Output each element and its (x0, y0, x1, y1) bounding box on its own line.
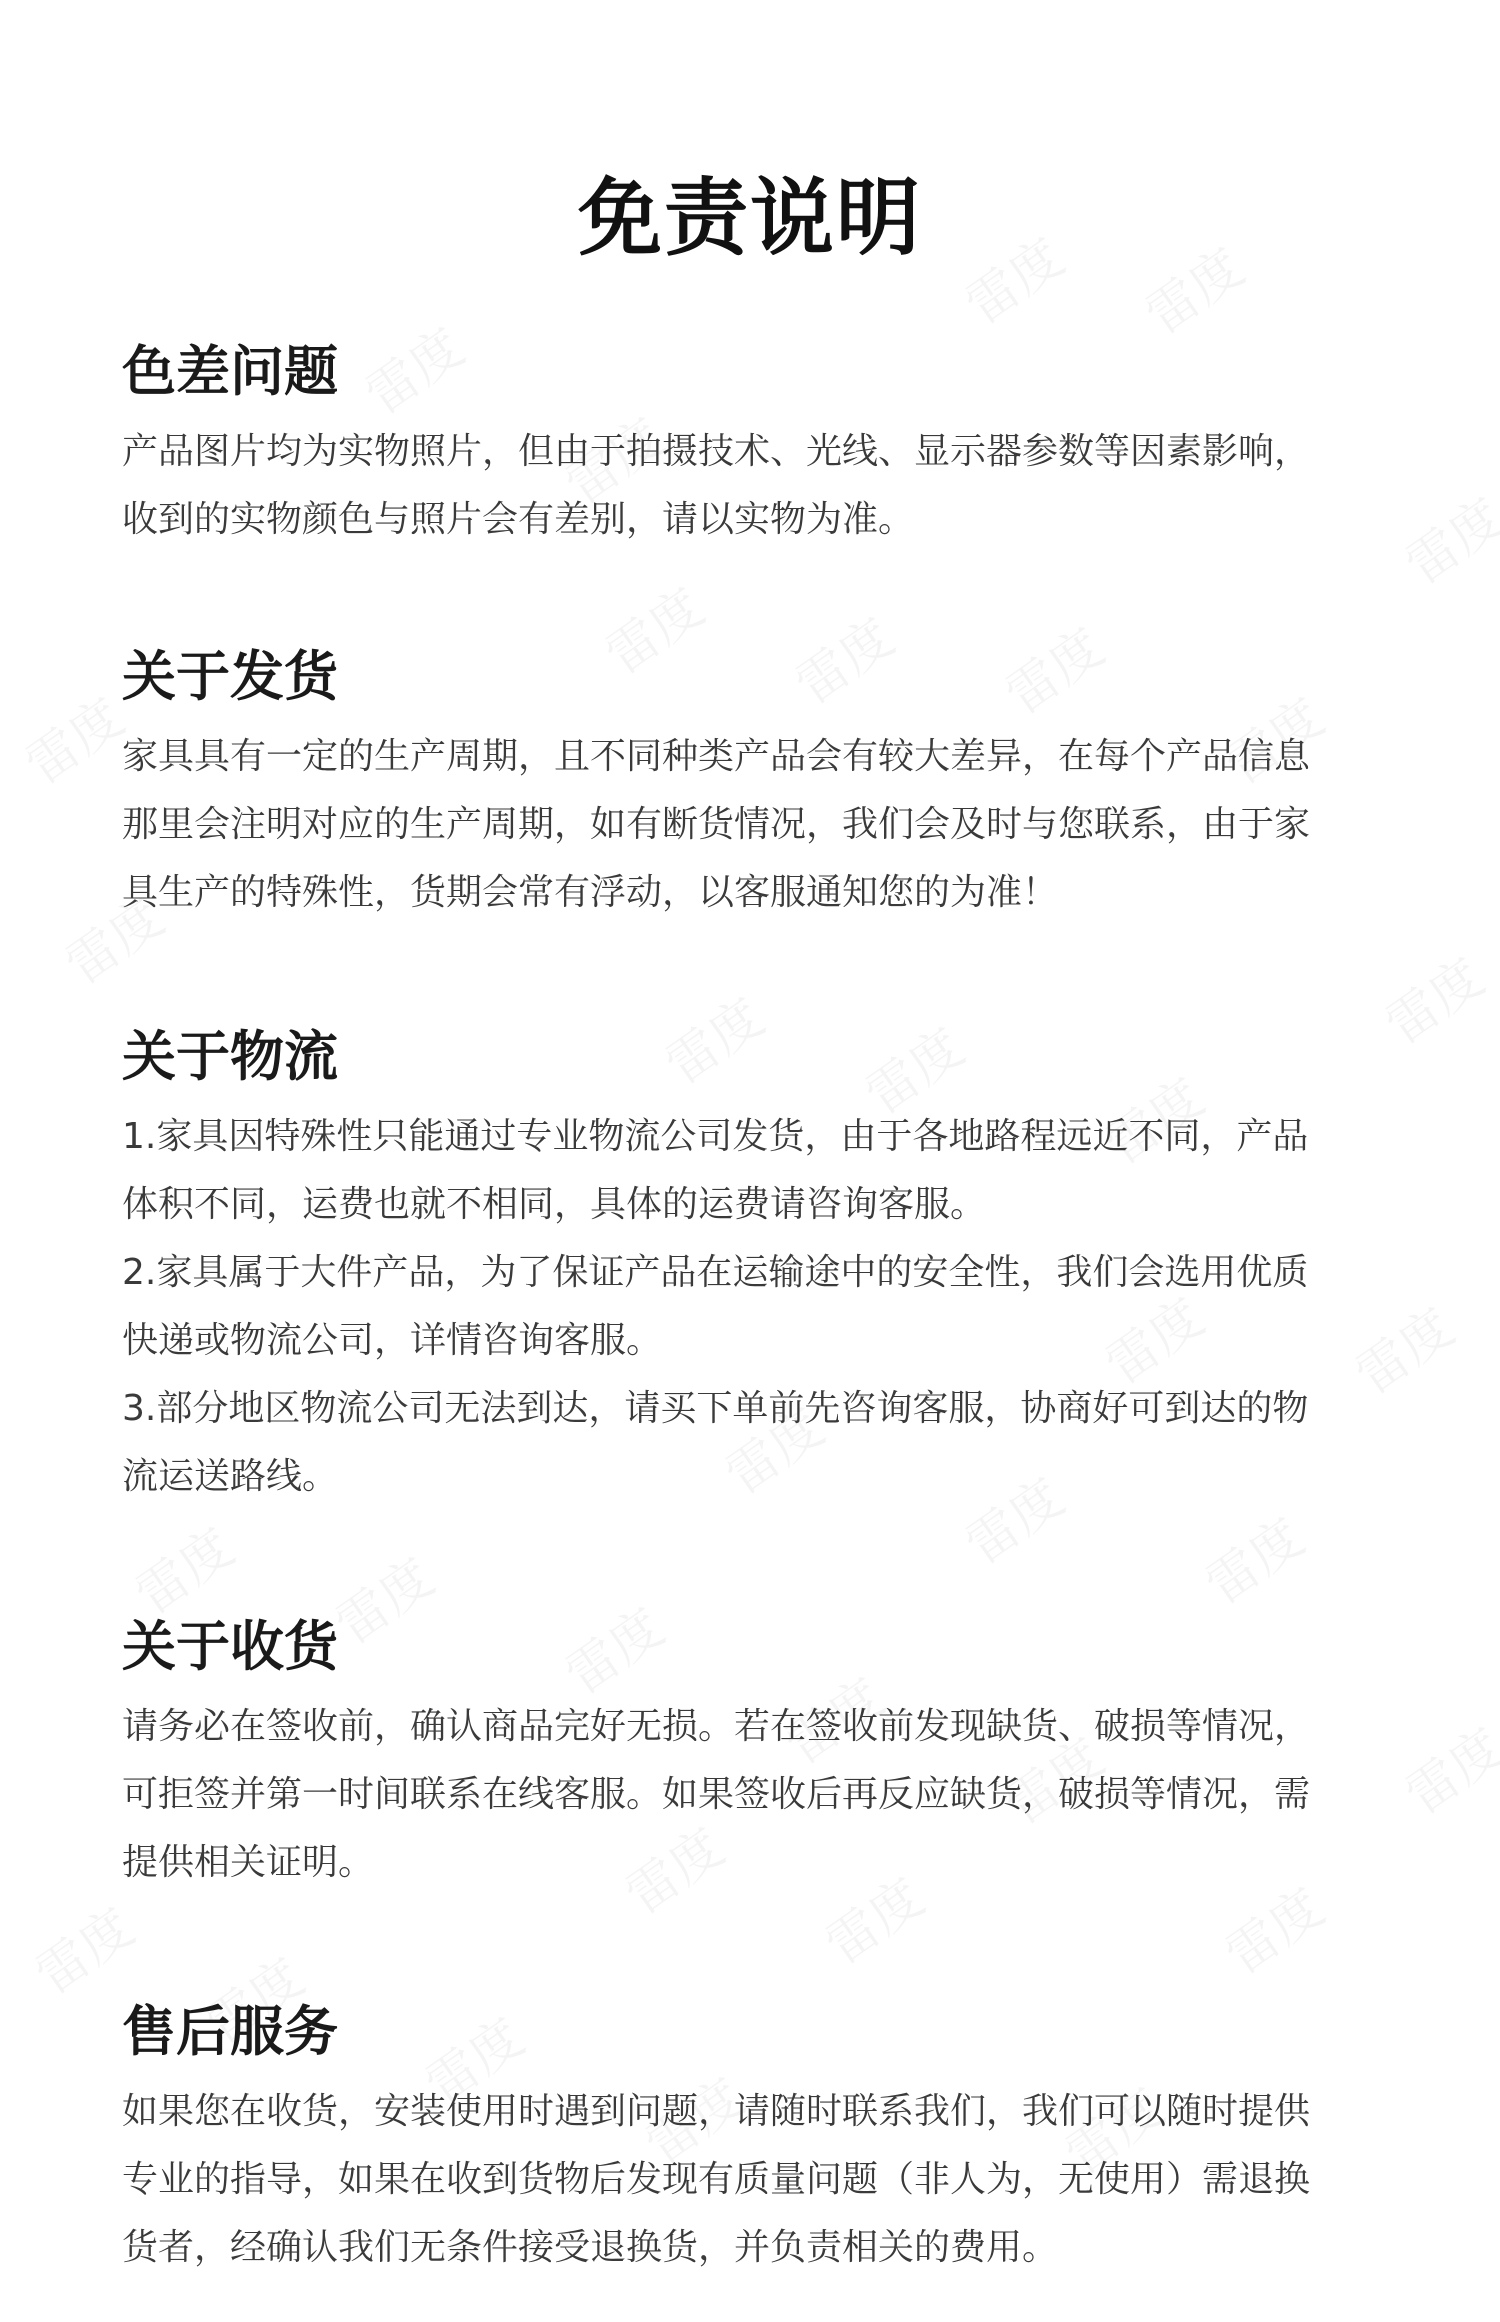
body-line: 收到的实物颜色与照片会有差别，请以实物为准。 (122, 499, 915, 540)
page-title: 免责说明 (577, 169, 922, 268)
body-line: 那里会注明对应的生产周期，如有断货情况，我们会及时与您联系，由于家 (122, 804, 1311, 845)
section-receiving (122, 1615, 1382, 1897)
body-line: 体积不同，运费也就不相同，具体的运费请咨询客服。 (122, 1184, 987, 1225)
section-heading: 售后服务 (122, 2000, 338, 2063)
watermark (1388, 477, 1500, 598)
watermark (118, 1507, 246, 1628)
section-heading: 关于发货 (122, 645, 338, 708)
section-body (122, 723, 1382, 927)
section-body (122, 418, 1382, 554)
body-line: 1.家具因特殊性只能通过专业物流公司发货，由于各地路程远近不同，产品 (122, 1116, 1309, 1157)
body-line: 货者，经确认我们无条件接受退换货，并负责相关的费用。 (122, 2227, 1059, 2268)
watermark (1188, 1497, 1316, 1618)
section-shipping (122, 645, 1382, 927)
watermark (8, 677, 136, 798)
body-line: 2.家具属于大件产品，为了保证产品在运输途中的安全性，我们会选用优质 (122, 1252, 1309, 1293)
section-after-sales (122, 2000, 1382, 2282)
body-line: 如果您在收货，安装使用时遇到问题，请随时联系我们，我们可以随时提供 (122, 2091, 1311, 2132)
section-body (122, 2078, 1382, 2282)
watermark (18, 1887, 146, 2008)
section-heading: 关于物流 (122, 1025, 338, 1088)
body-line: 产品图片均为实物照片，但由于拍摄技术、光线、显示器参数等因素影响， (122, 431, 1311, 472)
body-line: 可拒签并第一时间联系在线客服。如果签收后再反应缺货，破损等情况，需 (122, 1774, 1311, 1815)
watermark (1388, 1707, 1500, 1828)
section-color-difference (122, 340, 1382, 554)
section-heading: 关于收货 (122, 1615, 338, 1678)
section-heading: 色差问题 (122, 340, 338, 403)
body-line: 请务必在签收前，确认商品完好无损。若在签收前发现缺货、破损等情况， (122, 1706, 1311, 1747)
body-line: 具生产的特殊性，货期会常有浮动，以客服通知您的为准！ (122, 872, 1059, 913)
watermark (1368, 937, 1496, 1058)
section-body (122, 1693, 1382, 1897)
body-line: 流运送路线。 (122, 1456, 339, 1497)
section-body (122, 1103, 1382, 1511)
body-line: 3.部分地区物流公司无法到达，请买下单前先咨询客服，协商好可到达的物 (122, 1388, 1309, 1429)
body-line: 专业的指导，如果在收到货物后发现有质量问题（非人为，无使用）需退换 (122, 2159, 1311, 2200)
body-line: 提供相关证明。 (122, 1842, 375, 1883)
body-line: 家具具有一定的生产周期，且不同种类产品会有较大差异，在每个产品信息 (122, 736, 1311, 777)
body-line: 快递或物流公司，详情咨询客服。 (122, 1320, 663, 1361)
section-logistics (122, 1025, 1382, 1511)
